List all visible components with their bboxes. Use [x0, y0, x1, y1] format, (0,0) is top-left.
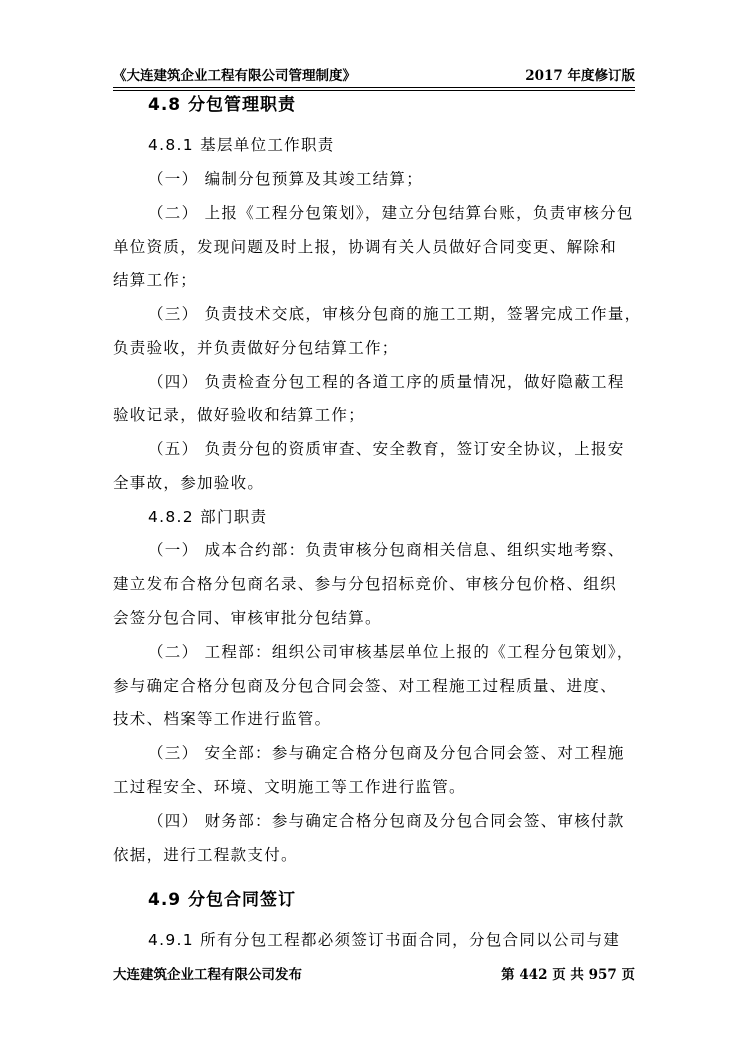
page-footer — [113, 963, 635, 983]
paragraph-line: （五） 负责分包的资质审查、安全教育，签订安全协议，上报安 — [148, 440, 625, 458]
paragraph-line: （一） 编制分包预算及其竣工结算； — [148, 170, 424, 188]
paragraph-line: 4.9.1 所有分包工程都必须签订书面合同，分包合同以公司与建 — [148, 931, 621, 949]
paragraph-line: 全事故，参加验收。 — [113, 474, 265, 492]
paragraph-line: 建立发布合格分包商名录、参与分包招标竞价、审核分包价格、组织 — [113, 575, 618, 593]
paragraph-line: 结算工作； — [113, 271, 198, 289]
paragraph-line: 验收记录，做好验收和结算工作； — [113, 406, 366, 424]
paragraph-line: 参与确定合格分包商及分包合同会签、对工程施工过程质量、进度、 — [113, 677, 618, 695]
header-document-title: 《大连建筑企业工程有限公司管理制度》 — [113, 68, 356, 84]
paragraph-line: 依据，进行工程款支付。 — [113, 846, 298, 864]
paragraph-line: （二） 上报《工程分包策划》，建立分包结算台账，负责审核分包 — [148, 204, 634, 222]
footer-publisher: 大连建筑企业工程有限公司发布 — [113, 967, 302, 983]
paragraph-line: （三） 安全部：参与确定合格分包商及分包合同会签、对工程施 — [148, 744, 625, 762]
page-header — [113, 64, 635, 88]
footer-page-number: 第 442 页 共 957 页 — [501, 967, 635, 983]
paragraph-line: （四） 负责检查分包工程的各道工序的质量情况，做好隐蔽工程 — [148, 373, 625, 391]
paragraph-line: （三） 负责技术交底，审核分包商的施工工期，签署完成工作量， — [148, 305, 642, 323]
section-4-8-heading: 4.8 分包管理职责 — [148, 95, 297, 115]
paragraph-line: 负责验收，并负责做好分包结算工作； — [113, 339, 399, 357]
paragraph-line: 会签分包合同、审核审批分包结算。 — [113, 609, 382, 627]
paragraph-line: （四） 财务部：参与确定合格分包商及分包合同会签、审核付款 — [148, 812, 625, 830]
paragraph-line: 工过程安全、环境、文明施工等工作进行监管。 — [113, 778, 466, 796]
header-edition: 2017 年度修订版 — [525, 68, 635, 84]
section-4-9-heading: 4.9 分包合同签订 — [148, 890, 297, 910]
paragraph-line: （一） 成本合约部：负责审核分包商相关信息、组织实地考察、 — [148, 541, 625, 559]
paragraph-line: 技术、档案等工作进行监管。 — [113, 710, 332, 728]
subsection-4-8-2-title: 4.8.2 部门职责 — [148, 508, 268, 526]
subsection-4-8-1-title: 4.8.1 基层单位工作职责 — [148, 136, 335, 154]
paragraph-line: （二） 工程部：组织公司审核基层单位上报的《工程分包策划》， — [148, 643, 634, 661]
paragraph-line: 单位资质，发现问题及时上报，协调有关人员做好合同变更、解除和 — [113, 238, 618, 256]
